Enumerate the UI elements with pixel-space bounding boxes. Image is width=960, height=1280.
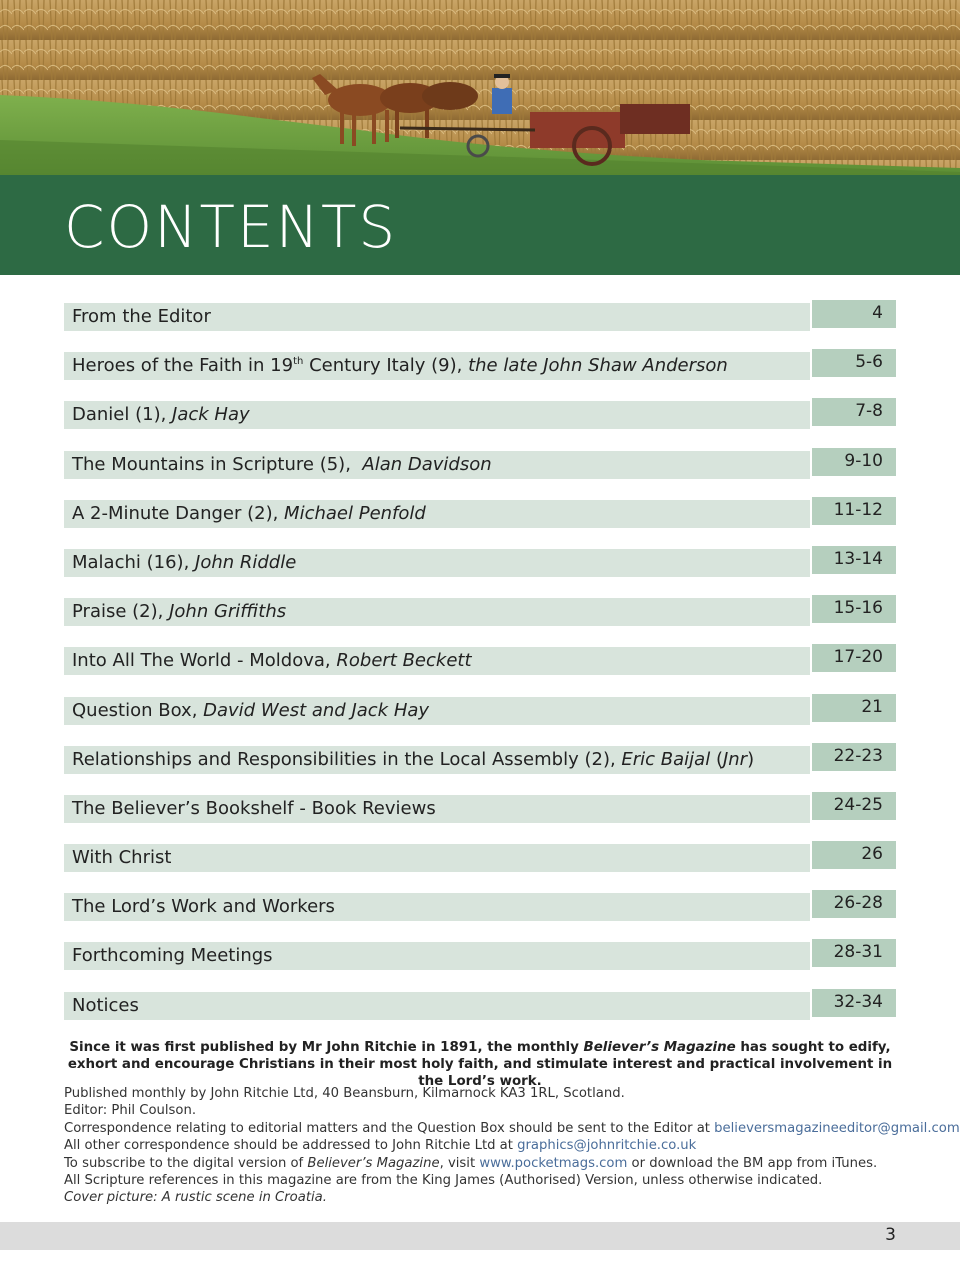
toc-row-believers-bookshelf[interactable]	[64, 792, 896, 822]
toc-row-heroes-of-the-faith[interactable]	[64, 349, 896, 379]
correspondence-editor-line: Correspondence relating to editorial matters and the Question Box should be sent to the Editor at believersmagazineeditor@gmail.com	[64, 1120, 960, 1136]
toc-title: The Lord’s Work and Workers	[64, 893, 810, 921]
toc-row-with-christ[interactable]	[64, 841, 896, 871]
toc-row-notices[interactable]	[64, 989, 896, 1019]
toc-row-mountains-in-scripture[interactable]	[64, 448, 896, 478]
toc-title: Question Box, David West and Jack Hay	[64, 697, 810, 725]
cover-photo	[0, 0, 960, 175]
toc-page: 17-20	[812, 644, 896, 672]
toc-page: 5-6	[812, 349, 896, 377]
toc-author: John Riddle	[195, 551, 297, 573]
editor-line: Editor: Phil Coulson.	[64, 1103, 197, 1119]
toc-title: The Believer’s Bookshelf - Book Reviews	[64, 795, 810, 823]
toc-row-praise[interactable]	[64, 595, 896, 625]
toc-page: 28-31	[812, 939, 896, 967]
magazine-intro: Since it was first published by Mr John Ritchie in 1891, the monthly Believer’s Magazine has sought to edify, exhort and encourage Christians in their most holy faith, and stimulate interest and practical involvement in the Lord’s work.	[67, 1040, 893, 1089]
toc-title: Daniel (1), Jack Hay	[64, 401, 810, 429]
toc-row-relationships[interactable]	[64, 743, 896, 773]
toc-row-daniel[interactable]	[64, 398, 896, 428]
toc-title: From the Editor	[64, 303, 810, 331]
toc-page: 26	[812, 841, 896, 869]
toc-title: Relationships and Responsibilities in the Local Assembly (2), Eric Baijal (Jnr)	[64, 746, 810, 774]
toc-title: A 2-Minute Danger (2), Michael Penfold	[64, 500, 810, 528]
toc-title: Malachi (16), John Riddle	[64, 549, 810, 577]
toc-author: David West and Jack Hay	[203, 699, 430, 721]
toc-author: John Griffiths	[169, 601, 287, 623]
page-number: 3	[885, 1225, 896, 1245]
pocketmags-link[interactable]: www.pocketmags.com	[479, 1155, 628, 1171]
toc-page: 21	[812, 694, 896, 722]
toc-author: the late John Shaw Anderson	[468, 355, 728, 377]
toc-page: 11-12	[812, 497, 896, 525]
toc-title: The Mountains in Scripture (5), Alan Davidson	[64, 451, 810, 479]
toc-title: Heroes of the Faith in 19th Century Italy (9), the late John Shaw Anderson	[64, 352, 810, 380]
editor-email-link[interactable]: believersmagazineeditor@gmail.com	[714, 1120, 960, 1136]
table-of-contents	[64, 300, 896, 1038]
toc-page: 24-25	[812, 792, 896, 820]
toc-title: Forthcoming Meetings	[64, 942, 810, 970]
subscribe-line: To subscribe to the digital version of Believer’s Magazine, visit www.pocketmags.com or download the BM app from iTunes.	[64, 1155, 878, 1171]
toc-title: With Christ	[64, 844, 810, 872]
toc-row-from-the-editor[interactable]	[64, 300, 896, 330]
toc-title: Notices	[64, 992, 810, 1020]
toc-row-question-box[interactable]	[64, 694, 896, 724]
page-footer	[0, 1222, 960, 1250]
toc-author: Michael Penfold	[284, 502, 426, 524]
toc-page: 26-28	[812, 890, 896, 918]
toc-page: 9-10	[812, 448, 896, 476]
toc-author: Jack Hay	[172, 404, 250, 426]
farm-scene-illustration	[0, 0, 960, 175]
contents-banner	[0, 175, 960, 275]
correspondence-general-line: All other correspondence should be addressed to John Ritchie Ltd at graphics@johnritchie.co.uk	[64, 1138, 697, 1154]
toc-author: Eric Baijal	[621, 748, 711, 770]
toc-author: Robert Beckett	[336, 650, 472, 672]
toc-title: Into All The World - Moldova, Robert Beckett	[64, 647, 810, 675]
scripture-line: All Scripture references in this magazine are from the King James (Authorised) Version, unless otherwise indicated.	[64, 1173, 823, 1189]
toc-page: 13-14	[812, 546, 896, 574]
graphics-email-link[interactable]: graphics@johnritchie.co.uk	[517, 1138, 697, 1154]
toc-row-forthcoming-meetings[interactable]	[64, 939, 896, 969]
toc-row-into-all-the-world[interactable]	[64, 644, 896, 674]
toc-page: 32-34	[812, 989, 896, 1017]
published-line: Published monthly by John Ritchie Ltd, 40 Beansburn, Kilmarnock KA3 1RL, Scotland.	[64, 1086, 625, 1101]
toc-title: Praise (2), John Griffiths	[64, 598, 810, 626]
toc-row-malachi[interactable]	[64, 546, 896, 576]
toc-page: 15-16	[812, 595, 896, 623]
toc-row-lords-work-and-workers[interactable]	[64, 890, 896, 920]
toc-page: 22-23	[812, 743, 896, 771]
toc-page: 4	[812, 300, 896, 328]
toc-row-2-minute-danger[interactable]	[64, 497, 896, 527]
cover-caption: Cover picture: A rustic scene in Croatia.	[64, 1190, 327, 1206]
toc-author: Alan Davidson	[362, 453, 492, 475]
page-title: CONTENTS	[64, 193, 398, 261]
publication-info	[64, 1085, 960, 1207]
toc-page: 7-8	[812, 398, 896, 426]
